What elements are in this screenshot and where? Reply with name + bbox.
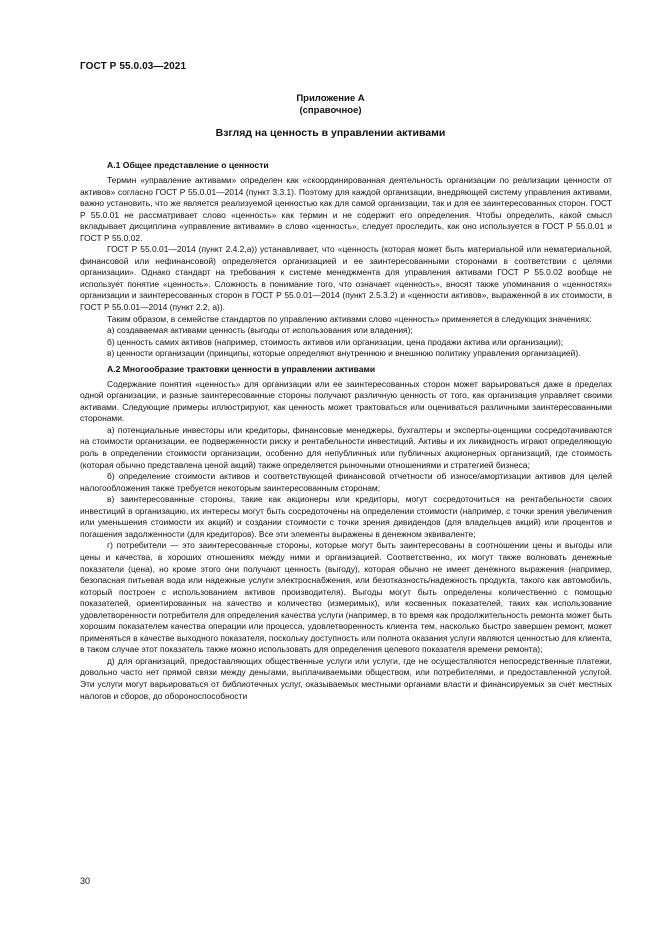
page-number: 30 [80, 876, 91, 886]
document-header: ГОСТ Р 55.0.03—2021 [80, 61, 187, 72]
section-heading-a1: А.1 Общее представление о ценности [107, 160, 269, 170]
paragraph: Термин «управление активами» определен как «скоординированная деятельность организации по реализации ценности от активов» согласно ГОСТ Р 55.0.01—2014 (пункт 3.3.1). Поэтому для каждой организации, внедряющей систему управления активами, важно установить, что же является реализуемой ценностью как для самой организации, так и для ее заинтересованных сторон. ГОСТ Р 55.0.01 не рассматривает слово «ценность» как термин и не содержит его определения. Чтобы определить, какой смысл вкладывает дисциплина «управление активами» в слово «ценность», следует проследить, как оно используется в ГОСТ Р 55.0.01 и ГОСТ Р 55.0.02. [80, 175, 612, 243]
list-item: д) для организаций, предоставляющих общественные услуги или услуги, где не осуществляются непосредственные платежи, довольно часто нет прямой связи между деньгами, выплачиваемыми обществом, или потребителями, и предоставленной услугой. Эти услуги могут варьироваться от библиотечных услуг, оказываемых местными органами власти и финансируемых за счет местных налогов и сборов, до обороноспособности [80, 655, 612, 701]
list-item: а) потенциальные инвесторы или кредиторы, финансовые менеджеры, бухгалтеры и эксперты-оценщики сосредотачиваются на стоимости организации, ее подверженности риску и рентабельности инвестиций. Активы и их ликвидность играют определяющую роль в определении стоимости организации, особенно для непубличных или публичных акционерных организаций, где стоимость (которая обычно представлена ценой акций) также определяется рыночными отношениями и стратегией бизнеса; [80, 424, 612, 470]
document-body [80, 160, 612, 702]
list-item: в) ценности организации (принципы, которые определяют внутреннюю и внешнюю политику управления организацией). [107, 348, 581, 359]
paragraph: Таким образом, в семействе стандартов по управлению активами слово «ценность» применяется в следующих значениях: [107, 313, 592, 324]
annex-block [0, 93, 661, 117]
section-heading-a2: А.2 Многообразие трактовки ценности в управлении активами [107, 363, 376, 374]
annex-title: Приложение А [296, 93, 365, 104]
paragraph: ГОСТ Р 55.0.01—2014 (пункт 2.4.2,а)) устанавливает, что «ценность (которая может быть материальной или нематериальной, финансовой или нефинансовой) определяется организацией и ее заинтересованными сторонами в соответствии с целями организации». Однако стандарт на требования к системе менеджмента для управления активами ГОСТ Р 55.0.02 вообще не использует понятие «ценность». Сложность в понимание того, что означает «ценность», вносят также упоминания о «ценностях» организации и заинтересованных сторон в ГОСТ Р 55.0.01—2014 (пункт 2.5.3.2) и «ценности активов», выраженной в их стоимости, в ГОСТ Р 55.0.01—2014 (пункт 2.2, а)). [80, 244, 612, 313]
list-item: б) ценность самих активов (например, стоимость активов или организации, цена продажи актива или организации); [107, 336, 564, 347]
list-item: г) потребители — это заинтересованные стороны, которые могут быть заинтересованы в соотношении цены и выгоды или цены и качества, в хороших отношениях между ними и организацией. Соответственно, их могут также волновать денежные показатели (цена), но кроме этого они получают ценность (выгоду), которая обычно не имеет денежного выражения (например, безопасная питьевая вода или надежные услуги электроснабжения, или безотказность/надежность продукта, такого как автомобиль, который построен с использованием активов производителя). Выгоды могут быть определены количественно с помощью показателей, ориентированных на качество и количество (измеримых), или косвенных показателей, таких как использование удовлетворенности потребителя для определения качества услуги (например, в то время как продолжительность ремонта может быть хорошим показателем качества операции или процесса, удовлетворенность клиента тем, насколько быстро завершен ремонт, может применяться в качестве выходного показателя, поскольку доступность или полнота оказания услуги являются ценностью для клиента, в таком случае этот показатель также можно использовать для определения целевого показателя времени ремонта); [80, 540, 612, 655]
annex-heading: Взгляд на ценность в управлении активами [215, 127, 446, 139]
list-item: а) создаваемая активами ценность (выгоды от использования или владения); [107, 325, 413, 336]
paragraph: Содержание понятия «ценность» для организации или ее заинтересованных сторон может варьироваться даже в пределах одной организации, и разные заинтересованные стороны получают различную ценность от того, как организация управляет своими активами. Следующие примеры иллюстрируют, как ценность может трактоваться или оцениваться различными заинтересованными сторонами. [80, 378, 612, 424]
list-item: в) заинтересованные стороны, такие как акционеры или кредиторы, могут сосредоточиться на рентабельности своих инвестиций в организацию, их интересы могут быть сосредоточены на определении стоимости (например, с точки зрения увеличения или уменьшения стоимости их акций) и создании стоимости с точки зрения дивидендов (для владельцев акций) или процентов и погашения задолженности (для кредиторов). Все эти элементы выражены в денежном эквиваленте; [80, 494, 612, 539]
annex-kind: (справочное) [299, 105, 362, 116]
list-item: б) определение стоимости активов и соответствующей финансовой отчетности об износе/амортизации активов для целей налогообложения также требуется некоторым заинтересованным сторонам; [80, 471, 612, 493]
